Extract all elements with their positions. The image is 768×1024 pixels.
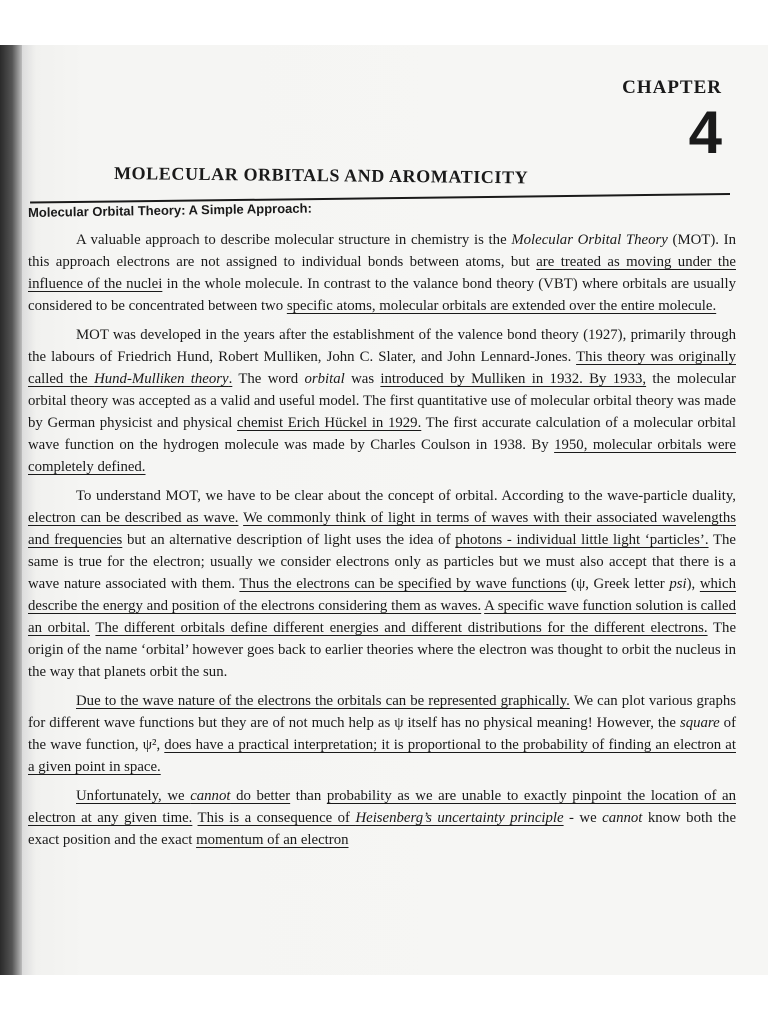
underlined-text: does have a practical interpretation; it is proportional to the probability of finding an electron at a given point in space. bbox=[28, 737, 736, 775]
underlined-text: . bbox=[228, 371, 233, 387]
italic-text: Molecular Orbital Theory bbox=[511, 232, 668, 248]
underlined-text: introduced by Mulliken in 1932. By 1933, bbox=[380, 371, 647, 387]
paragraph-1: A valuable approach to describe molecular structure in chemistry is the Molecular Orbital Theory (MOT). In this approach electrons are not assigned to individual bonds between atoms, but are treated as moving under the influence of the nuclei in the whole molecule. In contrast to the valance bond theory (VBT) where orbitals are usually considered to be concentrated between two specific atoms, molecular orbitals are extended over the entire molecule. bbox=[28, 232, 737, 314]
paragraph-4: Due to the wave nature of the electrons the orbitals can be represented graphically. We can plot various graphs for different wave functions but they are of not much help as ψ itself has no physical meaning! However, the square of the wave function, ψ², does have a practical interpretation; it is proportional to the probability of finding an electron at a given point in space. bbox=[28, 693, 736, 775]
underlined-text: We commonly think of light in terms of waves with their associated wavelengths and frequencies bbox=[28, 510, 736, 548]
underlined-text: photons - individual little light ‘particles’. bbox=[455, 532, 709, 548]
italic-text: orbital bbox=[304, 371, 345, 387]
underlined-text: Due to the wave nature of the electrons the orbitals can be represented graphically. bbox=[76, 693, 570, 709]
underlined-text: which describe the energy and position of the electrons considering them as waves. bbox=[28, 576, 737, 614]
underlined-text: The different orbitals define different energies and different distributions for the different electrons. bbox=[95, 620, 708, 636]
paragraph-5: Unfortunately, we cannot do better than probability as we are unable to exactly pinpoint the location of an electron at any given time. This is a consequence of Heisenberg’s uncertainty principle - we cannot know both the exact position and the exact momentum of an electron bbox=[28, 788, 737, 848]
title-divider bbox=[30, 193, 730, 204]
underlined-text: are treated as moving under the influence of the nuclei bbox=[28, 254, 736, 292]
underlined-text: do better bbox=[230, 788, 291, 804]
underlined-text: 1950, molecular orbitals were completely defined. bbox=[28, 437, 737, 475]
underlined-italic-text: cannot bbox=[190, 788, 231, 804]
underlined-text: chemist Erich Hückel in 1929. bbox=[237, 415, 422, 431]
italic-text: square bbox=[679, 715, 720, 731]
italic-text: psi bbox=[669, 576, 687, 592]
underlined-italic-text: Heisenberg’s uncertainty principle bbox=[355, 810, 564, 826]
chapter-label: CHAPTER bbox=[622, 77, 722, 98]
underlined-text: Thus the electrons can be specified by wave functions bbox=[239, 576, 567, 592]
book-page bbox=[22, 45, 768, 975]
underlined-text: This theory was originally called the bbox=[28, 349, 736, 387]
chapter-number: 4 bbox=[688, 99, 722, 166]
underlined-text: momentum of an electron bbox=[196, 832, 349, 848]
underlined-text: probability as we are unable to exactly pinpoint the location of an electron at any given time. bbox=[28, 788, 736, 826]
underlined-italic-text: Hund-Mulliken theory bbox=[94, 371, 229, 387]
underlined-text: electron can be described as wave. bbox=[28, 510, 239, 526]
italic-text: cannot bbox=[602, 810, 643, 826]
body-text bbox=[28, 229, 736, 858]
underlined-text: Unfortunately, we bbox=[76, 788, 191, 804]
underlined-text: specific atoms, molecular orbitals are extended over the entire molecule. bbox=[286, 298, 717, 314]
paragraph-3: To understand MOT, we have to be clear about the concept of orbital. According to the wave-particle duality, electron can be described as wave. We commonly think of light in terms of waves with their associated wavelengths and frequencies but an alternative description of light uses the idea of photons - individual little light ‘particles’. The same is true for the electron; usually we consider electrons only as particles but we must also accept that there is a wave nature associated with them. Thus the electrons can be specified by wave functions (ψ, Greek letter psi), which describe the energy and position of the electrons considering them as waves. A specific wave function solution is called an orbital. The different orbitals define different energies and different distributions for the different electrons. The origin of the name ‘orbital’ however goes back to earlier theories where the electron was thought to orbit the nucleus in the way that planets orbit the sun. bbox=[28, 488, 737, 680]
chapter-title: MOLECULAR ORBITALS AND AROMATICITY bbox=[113, 163, 529, 188]
section-heading: Molecular Orbital Theory: A Simple Approach: bbox=[27, 200, 312, 220]
underlined-text: This is a consequence of bbox=[197, 810, 356, 826]
book-binding-shadow bbox=[0, 45, 22, 975]
underlined-text: A specific wave function solution is called an orbital. bbox=[28, 598, 736, 636]
paragraph-2: MOT was developed in the years after the establishment of the valence bond theory (1927), primarily through the labours of Friedrich Hund, Robert Mulliken, John C. Slater, and John Lennard-Jones. This theory was originally called the Hund-Mulliken theory. The word orbital was introduced by Mulliken in 1932. By 1933, the molecular orbital theory was accepted as a valid and useful model. The first quantitative use of molecular orbital theory was made by German physicist and physical chemist Erich Hückel in 1929. The first accurate calculation of a molecular orbital wave function on the hydrogen molecule was made by Charles Coulson in 1938. By 1950, molecular orbitals were completely defined. bbox=[28, 327, 737, 475]
